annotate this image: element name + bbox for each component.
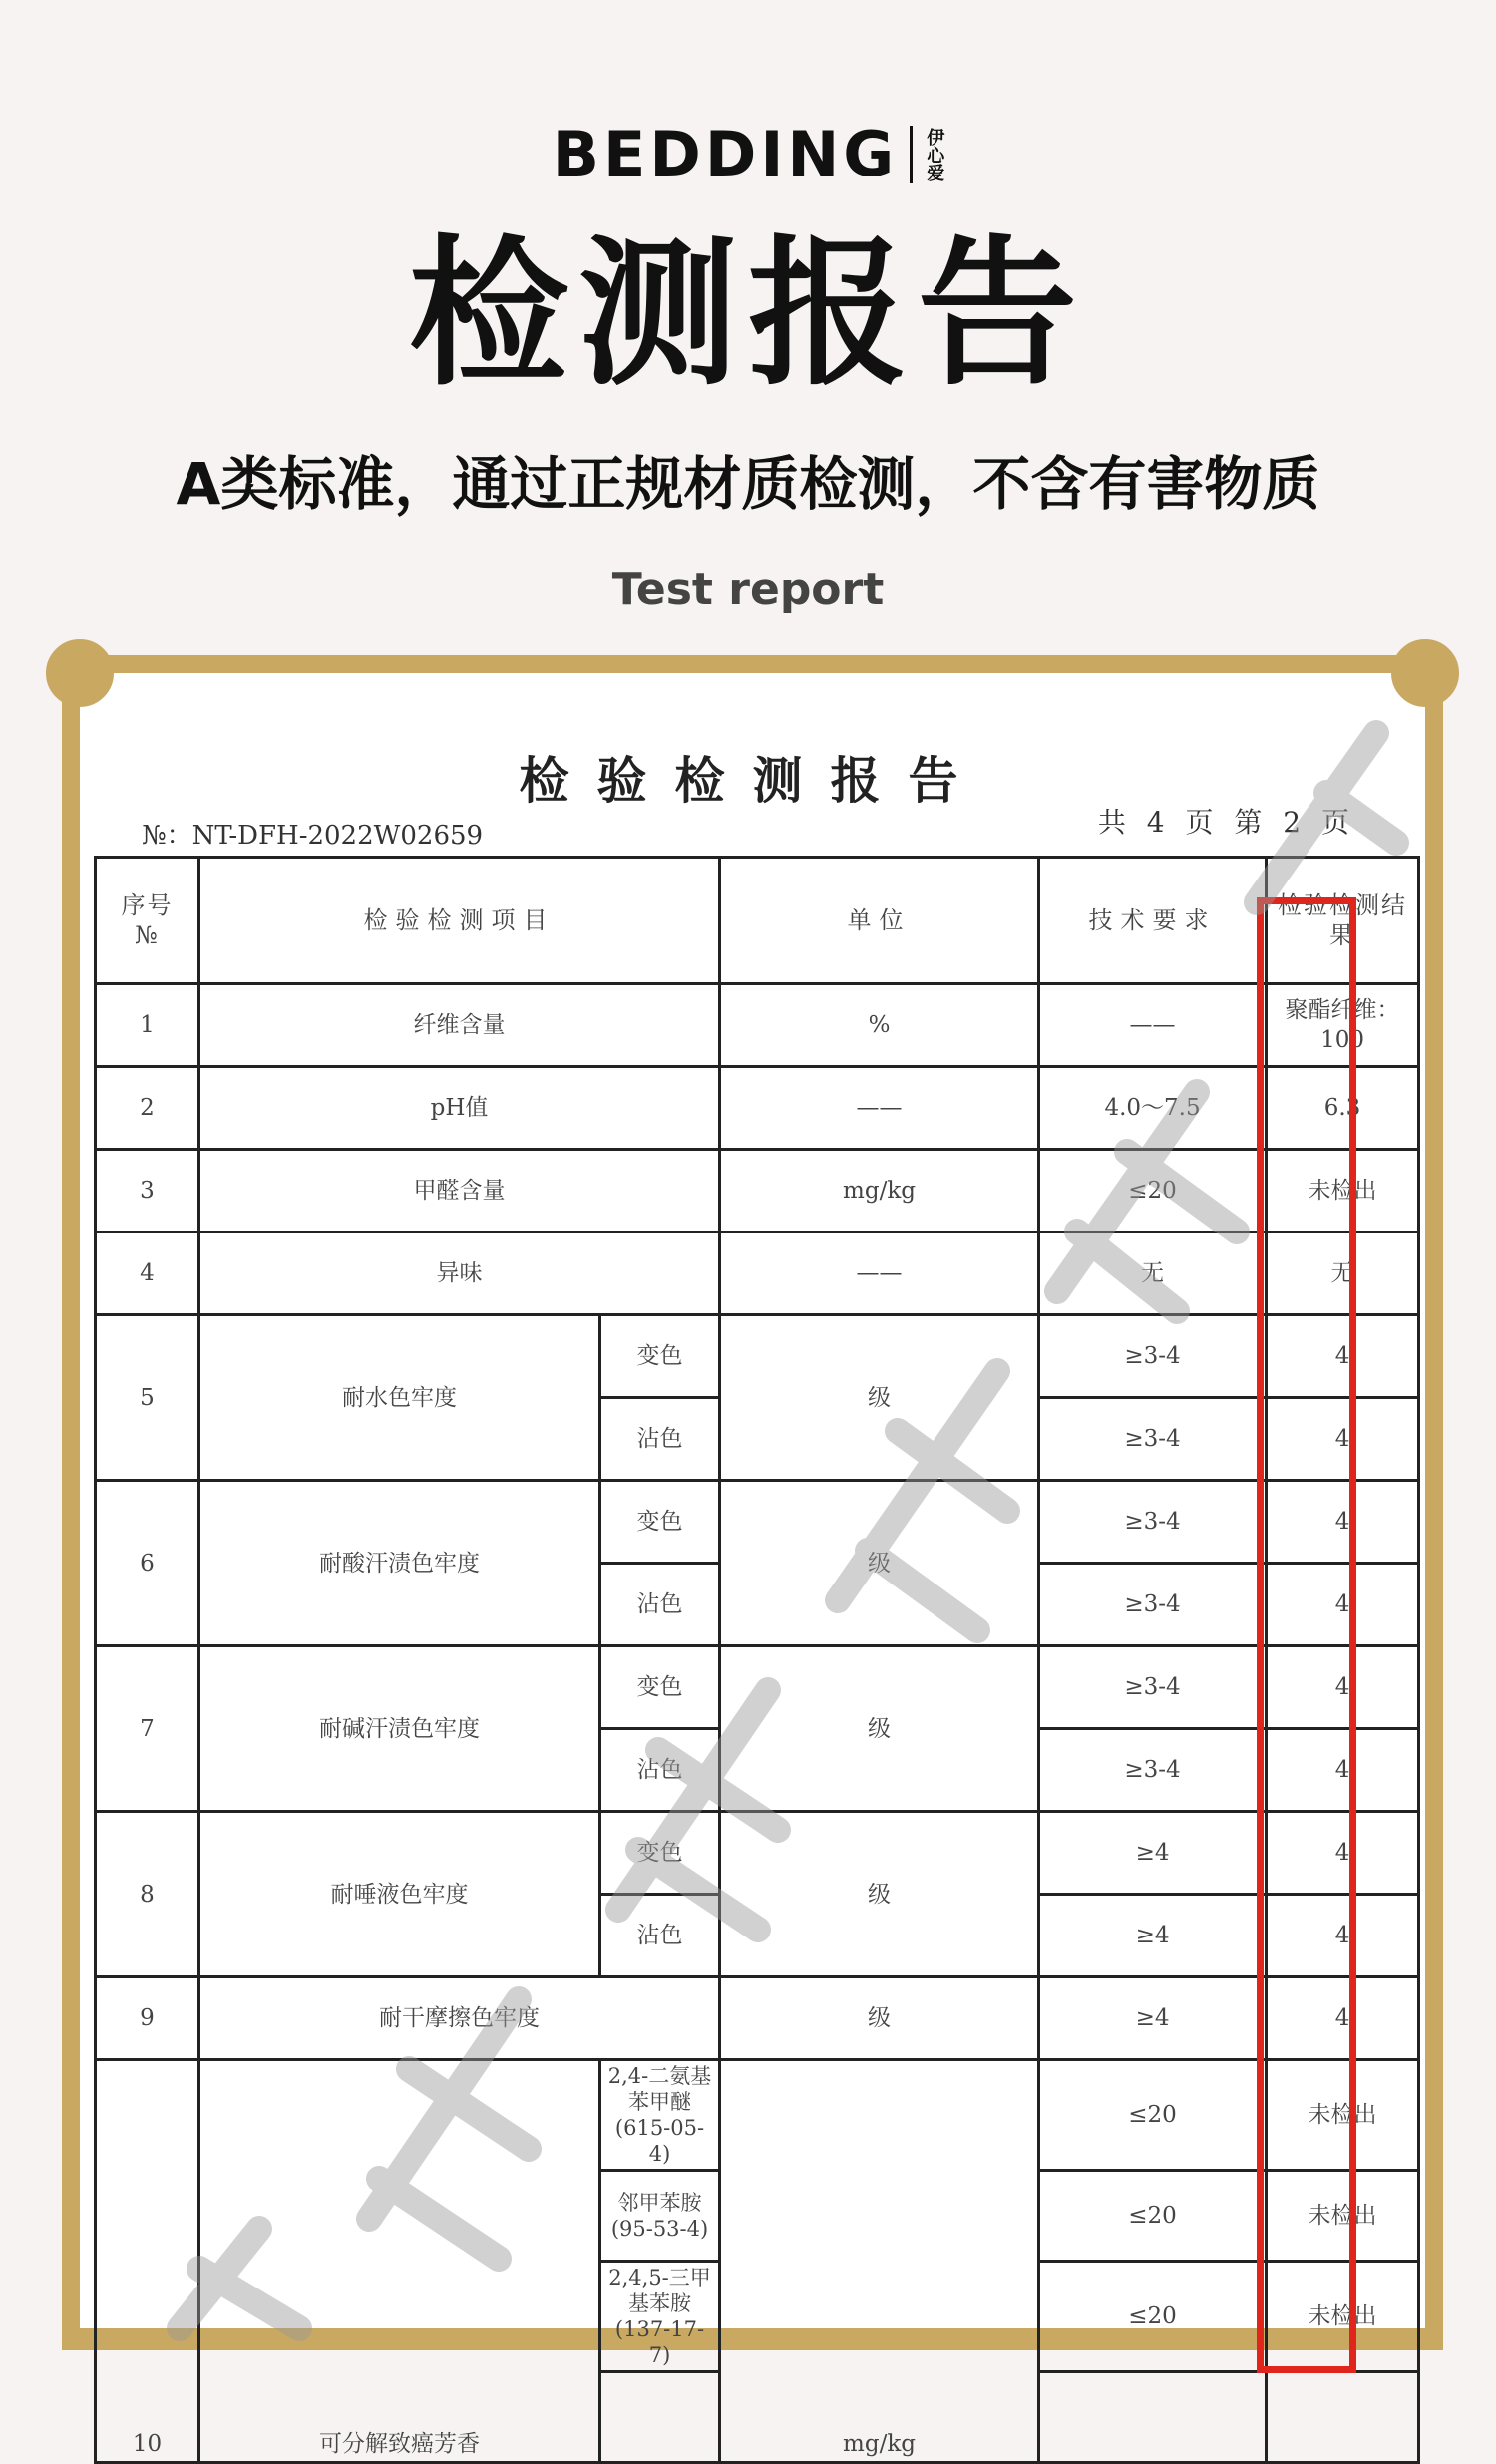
row-unit: 级 — [720, 1812, 1039, 1977]
row-result: 4 — [1267, 1564, 1419, 1646]
row-requirement: ≥3-4 — [1039, 1315, 1267, 1398]
table-row — [96, 1232, 1419, 1315]
row-unit: 级 — [720, 1481, 1039, 1646]
row-subitem: 沾色 — [600, 1729, 720, 1812]
report-number: №：NT-DFH-2022W02659 — [142, 821, 484, 851]
report-title: 检验检测报告 — [519, 751, 986, 810]
row-unit: 级 — [720, 1315, 1039, 1481]
row-result: 4 — [1267, 1812, 1419, 1895]
header-requirement: 技术要求 — [1039, 858, 1267, 984]
row-subitem: 沾色 — [600, 1564, 720, 1646]
row-number: 3 — [96, 1150, 199, 1232]
brand-header — [0, 118, 1496, 190]
row-subitem: 沾色 — [600, 1398, 720, 1481]
row-requirement — [1039, 2372, 1267, 2463]
header-no: 序号 № — [96, 858, 199, 984]
row-number: 4 — [96, 1232, 199, 1315]
report-paper — [80, 673, 1425, 2457]
row-item: 耐碱汗渍色牢度 — [199, 1646, 600, 1812]
row-unit: —— — [720, 1067, 1039, 1150]
row-requirement: ≤20 — [1039, 2262, 1267, 2372]
report-pages: 共 4 页 第 2 页 — [1097, 806, 1355, 839]
row-requirement: ≥3-4 — [1039, 1646, 1267, 1729]
row-requirement: ≤20 — [1039, 2171, 1267, 2262]
row-unit: mg/kg — [720, 2060, 1039, 2463]
row-requirement: ≤20 — [1039, 1150, 1267, 1232]
row-result: 6.3 — [1267, 1067, 1419, 1150]
header-unit: 单位 — [720, 858, 1039, 984]
row-subitem: 变色 — [600, 1481, 720, 1564]
row-subitem: 变色 — [600, 1812, 720, 1895]
brand-logo-divider — [910, 126, 913, 183]
row-number: 7 — [96, 1646, 199, 1812]
row-subitem — [600, 2372, 720, 2463]
table-row — [96, 984, 1419, 1067]
page-title: 检测报告 — [408, 220, 1087, 407]
brand-logo-text: BEDDING — [552, 118, 899, 190]
row-item: 异味 — [199, 1232, 720, 1315]
table-row — [96, 1646, 1419, 1729]
row-requirement: ≤20 — [1039, 2060, 1267, 2171]
row-unit: 级 — [720, 1977, 1039, 2060]
page-subtitle: A类标准，通过正规材质检测，不含有害物质 — [176, 450, 1320, 518]
header-item: 检验检测项目 — [199, 858, 720, 984]
row-number: 6 — [96, 1481, 199, 1646]
row-result: 无 — [1267, 1232, 1419, 1315]
frame-corner-left — [46, 639, 114, 707]
row-subitem: 2,4,5-三甲基苯胺(137-17-7) — [600, 2262, 720, 2372]
row-number: 1 — [96, 984, 199, 1067]
row-requirement: ≥3-4 — [1039, 1398, 1267, 1481]
row-subitem: 2,4-二氨基苯甲醚(615-05-4) — [600, 2060, 720, 2171]
row-item: 耐水色牢度 — [199, 1315, 600, 1481]
table-row — [96, 1067, 1419, 1150]
row-result: 4 — [1267, 1481, 1419, 1564]
table-row — [96, 1150, 1419, 1232]
brand-logo-cn: 伊心爱 — [924, 127, 945, 181]
row-result: 聚酯纤维：100 — [1267, 984, 1419, 1067]
row-number: 5 — [96, 1315, 199, 1481]
row-unit: —— — [720, 1232, 1039, 1315]
table-row — [96, 1977, 1419, 2060]
row-result: 4 — [1267, 1646, 1419, 1729]
row-requirement: —— — [1039, 984, 1267, 1067]
table-row — [96, 1481, 1419, 1564]
row-result: 4 — [1267, 1315, 1419, 1398]
row-result: 未检出 — [1267, 2262, 1419, 2372]
row-result — [1267, 2372, 1419, 2463]
row-requirement: ≥3-4 — [1039, 1564, 1267, 1646]
row-subitem: 变色 — [600, 1646, 720, 1729]
english-title: Test report — [611, 564, 885, 615]
row-result: 未检出 — [1267, 2060, 1419, 2171]
table-header-row — [96, 858, 1419, 984]
frame-corner-right — [1391, 639, 1459, 707]
row-result: 4 — [1267, 1977, 1419, 2060]
row-result: 未检出 — [1267, 1150, 1419, 1232]
row-unit: mg/kg — [720, 1150, 1039, 1232]
row-result: 4 — [1267, 1895, 1419, 1977]
row-result: 4 — [1267, 1398, 1419, 1481]
row-number: 10 — [96, 2060, 199, 2463]
row-requirement: ≥4 — [1039, 1895, 1267, 1977]
row-unit: % — [720, 984, 1039, 1067]
row-item: 纤维含量 — [199, 984, 720, 1067]
row-number: 9 — [96, 1977, 199, 2060]
row-subitem: 沾色 — [600, 1895, 720, 1977]
table-row — [96, 1812, 1419, 1895]
row-subitem: 邻甲苯胺(95-53-4) — [600, 2171, 720, 2262]
row-item: 甲醛含量 — [199, 1150, 720, 1232]
row-requirement: ≥4 — [1039, 1977, 1267, 2060]
header-result: 检验检测结果 — [1267, 858, 1419, 984]
row-unit: 级 — [720, 1646, 1039, 1812]
brand-logo — [553, 118, 943, 190]
row-result: 4 — [1267, 1729, 1419, 1812]
row-item: pH值 — [199, 1067, 720, 1150]
row-number: 8 — [96, 1812, 199, 1977]
row-result: 未检出 — [1267, 2171, 1419, 2262]
row-item: 耐酸汗渍色牢度 — [199, 1481, 600, 1646]
row-requirement: 4.0～7.5 — [1039, 1067, 1267, 1150]
row-subitem: 变色 — [600, 1315, 720, 1398]
row-requirement: ≥3-4 — [1039, 1481, 1267, 1564]
table-row — [96, 1315, 1419, 1398]
row-requirement: ≥3-4 — [1039, 1729, 1267, 1812]
row-requirement: ≥4 — [1039, 1812, 1267, 1895]
row-item: 耐唾液色牢度 — [199, 1812, 600, 1977]
table-row — [96, 2060, 1419, 2171]
report-table — [94, 856, 1420, 2464]
row-item: 耐干摩擦色牢度 — [199, 1977, 720, 2060]
row-number: 2 — [96, 1067, 199, 1150]
row-requirement: 无 — [1039, 1232, 1267, 1315]
row-item: 可分解致癌芳香 — [199, 2060, 600, 2463]
